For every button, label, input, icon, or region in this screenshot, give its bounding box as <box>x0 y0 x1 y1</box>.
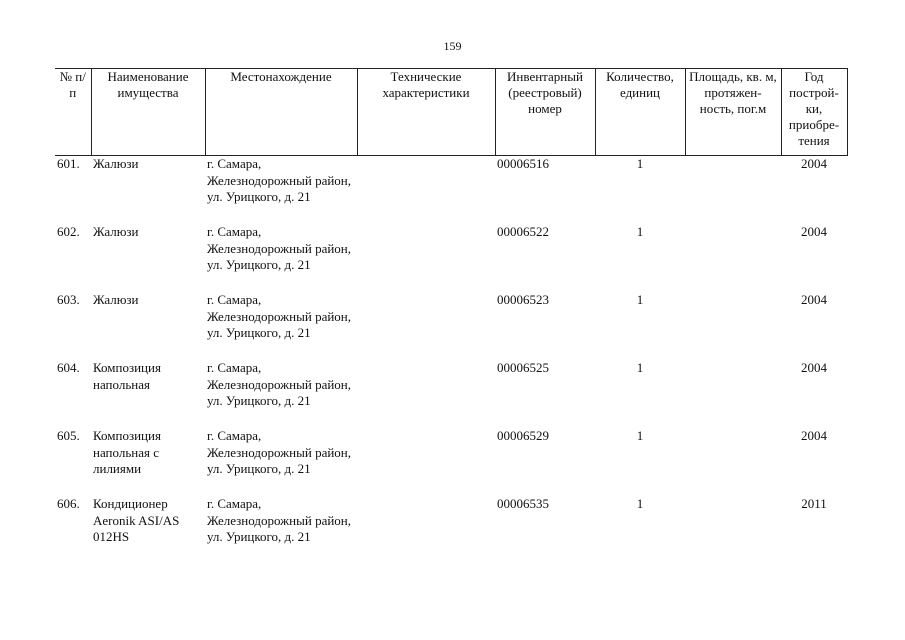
table-row <box>55 156 847 225</box>
row-location: г. Самара, Железнодорожный район, ул. Урицкого, д. 21 <box>207 428 351 476</box>
row-specs <box>357 428 495 496</box>
row-number: 601. <box>57 156 80 171</box>
row-property-name: Жалюзи <box>93 224 139 239</box>
row-quantity: 1 <box>636 224 644 239</box>
row-specs <box>357 360 495 428</box>
table-header-row <box>55 69 847 156</box>
row-inventory-number: 00006525 <box>497 360 549 375</box>
row-area <box>685 292 781 360</box>
row-property-name: Жалюзи <box>93 156 139 171</box>
col-header-year: Год построй-ки, приобре-тения <box>781 69 847 156</box>
row-quantity: 1 <box>636 156 644 171</box>
row-inventory-number: 00006523 <box>497 292 549 307</box>
row-area <box>685 156 781 225</box>
row-number: 603. <box>57 292 80 307</box>
row-area <box>685 224 781 292</box>
row-specs <box>357 224 495 292</box>
row-year: 2004 <box>801 360 827 375</box>
row-quantity: 1 <box>636 428 644 443</box>
property-registry-table <box>55 68 848 564</box>
col-header-area: Площадь, кв. м, протяжен-ность, пог.м <box>685 69 781 156</box>
row-location: г. Самара, Железнодорожный район, ул. Урицкого, д. 21 <box>207 292 351 340</box>
col-header-location: Местонахождение <box>205 69 357 156</box>
col-header-number: № п/п <box>55 69 91 156</box>
row-inventory-number: 00006522 <box>497 224 549 239</box>
row-area <box>685 428 781 496</box>
row-inventory-number: 00006516 <box>497 156 549 171</box>
row-number: 606. <box>57 496 80 511</box>
row-location: г. Самара, Железнодорожный район, ул. Урицкого, д. 21 <box>207 496 351 544</box>
row-property-name: Жалюзи <box>93 292 139 307</box>
row-number: 605. <box>57 428 80 443</box>
row-quantity: 1 <box>636 496 644 511</box>
row-quantity: 1 <box>636 292 644 307</box>
row-specs <box>357 496 495 564</box>
table-row <box>55 224 847 292</box>
row-specs <box>357 292 495 360</box>
table-row <box>55 292 847 360</box>
row-location: г. Самара, Железнодорожный район, ул. Урицкого, д. 21 <box>207 156 351 204</box>
row-property-name: Кондиционер Aeronik ASI/AS 012HS <box>93 496 180 544</box>
col-header-specs: Технические характеристики <box>357 69 495 156</box>
row-area <box>685 496 781 564</box>
row-inventory-number: 00006529 <box>497 428 549 443</box>
page-number: 159 <box>443 39 462 53</box>
row-location: г. Самара, Железнодорожный район, ул. Урицкого, д. 21 <box>207 224 351 272</box>
col-header-name: Наименование имущества <box>91 69 205 156</box>
col-header-inventory: Инвентарный (реестровый) номер <box>495 69 595 156</box>
row-number: 602. <box>57 224 80 239</box>
row-property-name: Композиция напольная с лилиями <box>93 428 161 476</box>
row-property-name: Композиция напольная <box>93 360 161 392</box>
col-header-quantity: Количество, единиц <box>595 69 685 156</box>
row-year: 2004 <box>801 224 827 239</box>
table-row <box>55 360 847 428</box>
row-year: 2004 <box>801 156 827 171</box>
row-year: 2011 <box>801 496 827 511</box>
row-quantity: 1 <box>636 360 644 375</box>
row-year: 2004 <box>801 292 827 307</box>
row-inventory-number: 00006535 <box>497 496 549 511</box>
row-location: г. Самара, Железнодорожный район, ул. Урицкого, д. 21 <box>207 360 351 408</box>
row-number: 604. <box>57 360 80 375</box>
row-year: 2004 <box>801 428 827 443</box>
table-row <box>55 496 847 564</box>
row-area <box>685 360 781 428</box>
row-specs <box>357 156 495 225</box>
table-row <box>55 428 847 496</box>
